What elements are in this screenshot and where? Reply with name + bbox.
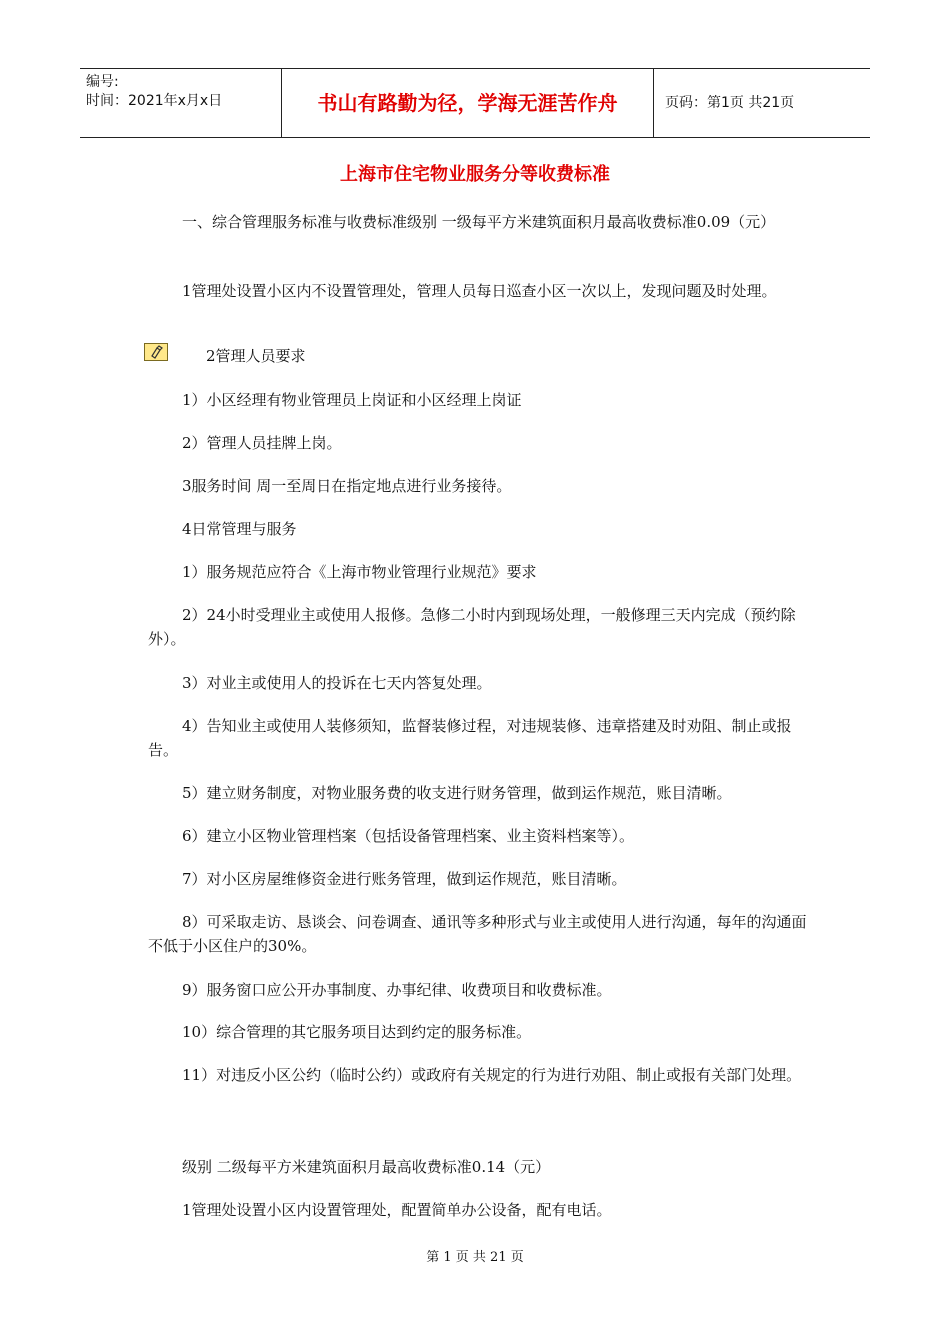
paragraph: 5）建立财务制度，对物业服务费的收支进行财务管理，做到运作规范，账目清晰。	[182, 784, 732, 802]
paragraph: 8）可采取走访、恳谈会、问卷调查、通讯等多种形式与业主或使用人进行沟通，每年的沟通面不低于小区住户的30%。	[148, 913, 807, 955]
paragraph: 级别 二级每平方米建筑面积月最高收费标准0.14（元）	[182, 1158, 551, 1176]
header-motto: 书山有路勤为径，学海无涯苦作舟	[281, 69, 654, 137]
document-header	[80, 68, 870, 138]
paragraph: 1）小区经理有物业管理员上岗证和小区经理上岗证	[182, 391, 522, 409]
note-icon[interactable]	[144, 343, 168, 361]
document-title: 上海市住宅物业服务分等收费标准	[340, 164, 610, 185]
paragraph: 一、综合管理服务标准与收费标准级别 一级每平方米建筑面积月最高收费标准0.09（元）	[182, 213, 776, 231]
header-meta	[80, 69, 280, 137]
paragraph: 2）24小时受理业主或使用人报修。急修二小时内到现场处理，一般修理三天内完成（预约除外）。	[148, 606, 796, 648]
time-label: 时间：2021年x月x日	[86, 93, 223, 109]
paragraph: 11）对违反小区公约（临时公约）或政府有关规定的行为进行劝阻、制止或报有关部门处理。	[182, 1066, 802, 1084]
paragraph: 1）服务规范应符合《上海市物业管理行业规范》要求	[182, 563, 537, 581]
paragraph: 2管理人员要求	[206, 347, 306, 365]
paragraph: 3）对业主或使用人的投诉在七天内答复处理。	[182, 674, 492, 692]
paragraph: 10）综合管理的其它服务项目达到约定的服务标准。	[182, 1023, 532, 1041]
paragraph: 9）服务窗口应公开办事制度、办事纪律、收费项目和收费标准。	[182, 981, 612, 999]
paragraph: 6）建立小区物业管理档案（包括设备管理档案、业主资料档案等）。	[182, 827, 635, 845]
paragraph: 4）告知业主或使用人装修须知，监督装修过程，对违规装修、违章搭建及时劝阻、制止或报告。	[148, 717, 792, 759]
paragraph: 7）对小区房屋维修资金进行账务管理，做到运作规范，账目清晰。	[182, 870, 627, 888]
paragraph: 2）管理人员挂牌上岗。	[182, 434, 342, 452]
code-label: 编号:	[86, 74, 119, 90]
paragraph: 4日常管理与服务	[182, 520, 297, 538]
paragraph: 3服务时间 周一至周日在指定地点进行业务接待。	[182, 477, 512, 495]
header-page-info: 页码：第1页 共21页	[665, 95, 795, 111]
paragraph: 1管理处设置小区内不设置管理处，管理人员每日巡查小区一次以上，发现问题及时处理。	[182, 282, 777, 300]
page-footer: 第 1 页 共 21 页	[426, 1250, 524, 1265]
paragraph: 1管理处设置小区内设置管理处，配置简单办公设备，配有电话。	[182, 1201, 612, 1219]
